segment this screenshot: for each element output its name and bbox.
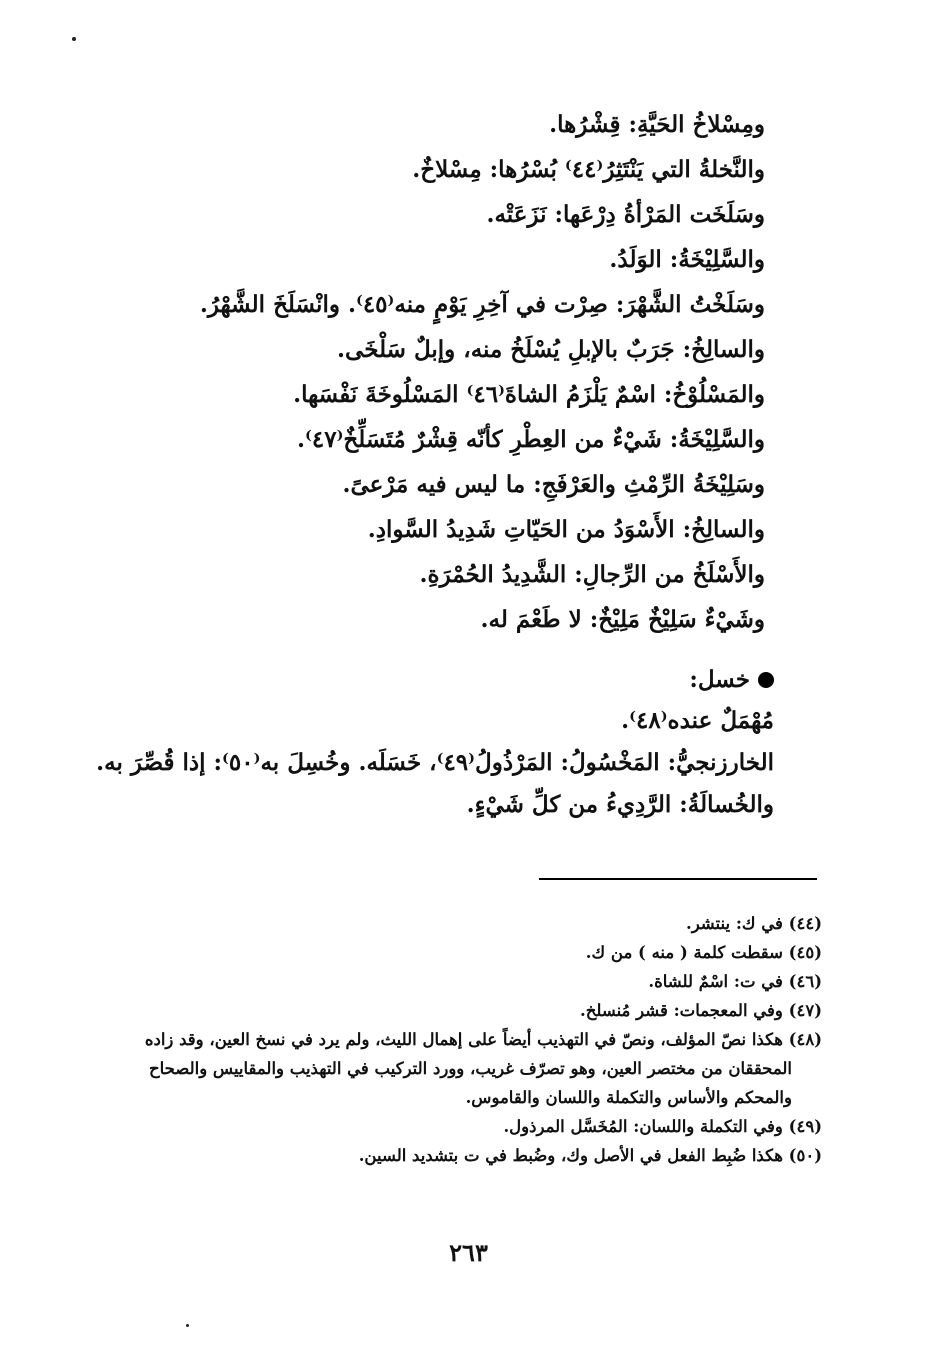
footnote-48-continued: والمحكم والأساس والتكملة واللسان والقاموس.	[465, 1088, 792, 1107]
scan-speck	[72, 37, 76, 41]
entry-line: والسَّلِيْخَةُ: الوَلَدُ.	[609, 246, 765, 273]
footnote-45: (٤٥) سقطت كلمة ( منه ) من ك.	[585, 943, 822, 962]
entry-line: وسَلَخَت المَرْأةُ دِرْعَها: نَزَعَتْه.	[486, 201, 765, 228]
section-heading-text: خسل:	[689, 666, 750, 693]
section-khasal	[74, 660, 774, 826]
footnotes	[82, 909, 822, 1170]
main-entries	[165, 102, 765, 642]
footnote-separator	[539, 878, 817, 880]
section-line: مُهْمَلٌ عنده⁽٤٨⁾.	[621, 707, 774, 734]
page-number: ٢٦٣	[449, 1238, 488, 1267]
section-line: الخارزنجيُّ: المَخْسُولُ: المَرْذُولُ⁽٤٩⁾، خَسَلَه. وخُسِلَ به⁽٥٠⁾: إذا قُصِّرَ به.	[96, 749, 774, 776]
section-heading	[74, 660, 774, 700]
entry-line: والسالِخُ: جَرَبٌ بالإبلِ يُسْلَخُ منه، وإبلٌ سَلْخَى.	[337, 336, 765, 363]
footnote-44: (٤٤) في ك: ينتشر.	[685, 914, 822, 933]
entry-line: والمَسْلُوْخُ: اسْمٌ يَلْزَمُ الشاةَ⁽٤٦⁾ المَسْلُوخَةَ نَفْسَها.	[293, 381, 765, 408]
entry-line: والنَّخلةُ التي يَنْتَثِرُ⁽٤٤⁾ بُسْرُها: مِسْلاخٌ.	[412, 156, 765, 183]
footnote-50: (٥٠) هكذا ضُبِط الفعل في الأصل وك، وضُبط في ت بتشديد السين.	[358, 1146, 822, 1165]
entry-line: وشَيْءٌ سَلِيْخٌ مَلِيْخٌ: لا طَعْمَ له.	[480, 606, 765, 633]
section-line: والخُسالَةُ: الرَّدِيءُ من كلِّ شَيْءٍ.	[466, 791, 774, 818]
entry-line: والأَسْلَخُ من الرِّجالِ: الشَّدِيدُ الحُمْرَةِ.	[419, 561, 765, 588]
footnote-48-continued: المحققان من مختصر العين، وهو تصرّف غريب، وورد التركيب في التهذيب والمقاييس والصحاح	[148, 1059, 792, 1078]
entry-line: وسَلِيْخَةُ الرِّمْثِ والعَرْفَجِ: ما ليس فيه مَرْعىً.	[342, 471, 765, 498]
footnote-49: (٤٩) وفي التكملة واللسان: المُخَسَّل المرذول.	[503, 1117, 822, 1136]
scan-speck	[186, 1324, 189, 1327]
entry-line: والسَّلِيْخَةُ: شَيْءٌ من العِطْرِ كأنّه قِشْرٌ مُتَسَلِّخٌ⁽٤٧⁾.	[297, 426, 765, 453]
footnote-48: (٤٨) هكذا نصّ المؤلف، ونصّ في التهذيب أيضاً على إهمال الليث، ولم يرد في نسخ العين، وقد زاده	[144, 1030, 822, 1049]
entry-line: وسَلَخْتُ الشَّهْرَ: صِرْت في آخِرِ يَوْمٍ منه⁽٤٥⁾. وانْسَلَخَ الشَّهْرُ.	[199, 291, 765, 318]
bullet-icon	[758, 672, 774, 688]
footnote-47: (٤٧) وفي المعجمات: قشر مُنسلخ.	[580, 1001, 822, 1020]
footnote-46: (٤٦) في ت: اسْمٌ للشاة.	[648, 972, 822, 991]
entry-line: ومِسْلاخُ الحَيَّةِ: قِشْرُها.	[549, 111, 765, 138]
entry-line: والسالِخُ: الأَسْوَدُ من الحَيّاتِ شَدِيدُ السَّوادِ.	[367, 516, 765, 543]
